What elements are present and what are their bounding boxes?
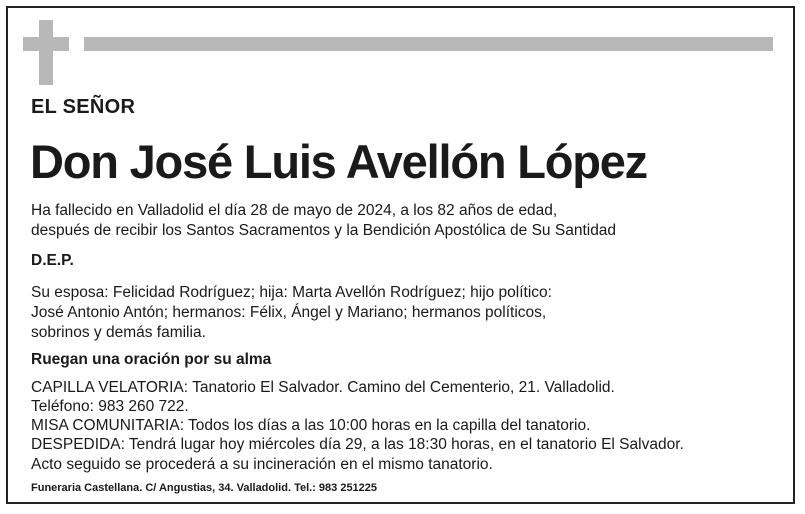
family-line-3: sobrinos y demás familia. <box>31 324 206 341</box>
details-line-4: DESPEDIDA: Tendrá lugar hoy miércoles día 29, a las 18:30 horas, en el tanatorio El Salvador. <box>31 436 684 453</box>
cross-icon-horizontal <box>23 37 69 51</box>
family-line-1: Su esposa: Felicidad Rodríguez; hija: Marta Avellón Rodríguez; hijo político: <box>31 284 552 301</box>
details-line-5: Acto seguido se procederá a su incineración en el mismo tanatorio. <box>31 456 493 473</box>
details-line-2: Teléfono: 983 260 722. <box>31 398 189 415</box>
family-line-2: José Antonio Antón; hermanos: Félix, Ángel y Mariano; hermanos políticos, <box>31 304 547 321</box>
salutation: EL SEÑOR <box>31 96 136 118</box>
deceased-name: Don José Luis Avellón López <box>30 135 647 188</box>
details-line-3: MISA COMUNITARIA: Todos los días a las 10:00 horas en la capilla del tanatorio. <box>31 417 591 434</box>
announcement-line-1: Ha fallecido en Valladolid el día 28 de mayo de 2024, a los 82 años de edad, <box>31 202 558 219</box>
prayer-request: Ruegan una oración por su alma <box>31 351 272 368</box>
details-line-1: CAPILLA VELATORIA: Tanatorio El Salvador. Camino del Cementerio, 21. Valladolid. <box>31 379 615 396</box>
header-rule <box>84 37 773 51</box>
announcement-line-2: después de recibir los Santos Sacramentos y la Bendición Apostólica de Su Santidad <box>31 222 617 239</box>
dep-label: D.E.P. <box>31 252 74 269</box>
funeral-home-footer: Funeraria Castellana. C/ Angustias, 34. Valladolid. Tel.: 983 251225 <box>31 482 378 494</box>
cross-icon-vertical <box>39 20 53 85</box>
